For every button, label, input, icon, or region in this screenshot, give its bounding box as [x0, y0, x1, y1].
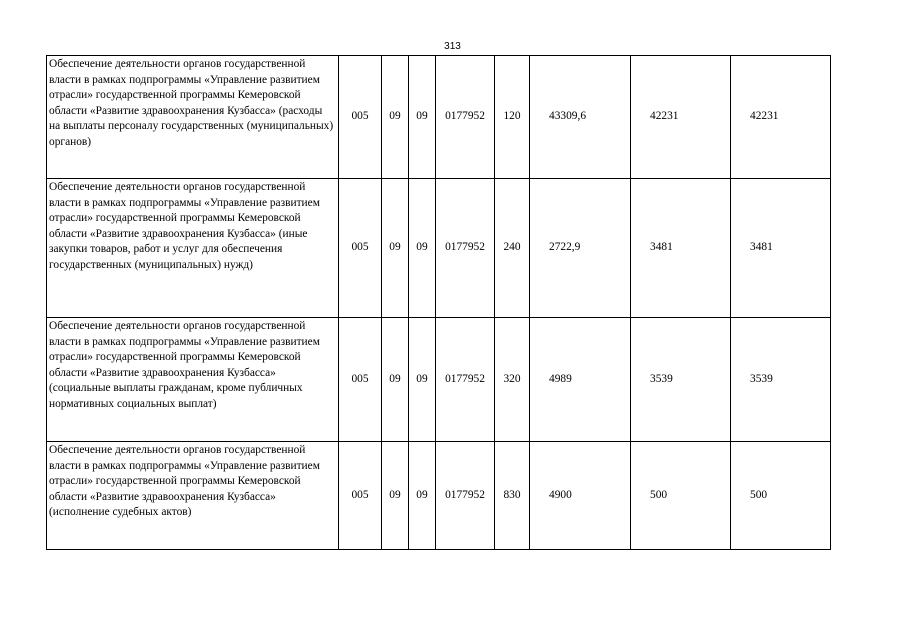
page-number: 313 — [444, 41, 461, 52]
row-description: Обеспечение деятельности органов государственной власти в рамках подпрограммы «Управление развитием отрасли» государственной программы Кемеровской области «Развитие здравоохранения Кузбасса» (иные закупки товаров, работ и услуг для обеспечения государственных (муниципальных) нужд) — [47, 179, 339, 318]
amount-year-1: 43309,6 — [530, 56, 631, 179]
amount-year-1: 4989 — [530, 318, 631, 442]
target-article-code: 0177952 — [436, 318, 495, 442]
subsection-code: 09 — [409, 56, 436, 179]
subsection-code: 09 — [409, 179, 436, 318]
table-row — [47, 318, 831, 442]
amount-year-3: 3539 — [731, 318, 831, 442]
ministry-code: 005 — [339, 56, 382, 179]
section-code: 09 — [382, 442, 409, 550]
amount-year-1: 2722,9 — [530, 179, 631, 318]
amount-year-2: 3481 — [631, 179, 731, 318]
budget-table — [46, 55, 831, 550]
expense-type-code: 120 — [495, 56, 530, 179]
target-article-code: 0177952 — [436, 56, 495, 179]
amount-year-2: 42231 — [631, 56, 731, 179]
table-row — [47, 56, 831, 179]
section-code: 09 — [382, 318, 409, 442]
table-row — [47, 442, 831, 550]
expense-type-code: 830 — [495, 442, 530, 550]
table-row — [47, 179, 831, 318]
expense-type-code: 240 — [495, 179, 530, 318]
amount-year-3: 42231 — [731, 56, 831, 179]
ministry-code: 005 — [339, 442, 382, 550]
section-code: 09 — [382, 56, 409, 179]
row-description: Обеспечение деятельности органов государственной власти в рамках подпрограммы «Управление развитием отрасли» государственной программы Кемеровской области «Развитие здравоохранения Кузбасса» (социальные выплаты гражданам, кроме публичных нормативных социальных выплат) — [47, 318, 339, 442]
amount-year-3: 500 — [731, 442, 831, 550]
amount-year-2: 500 — [631, 442, 731, 550]
ministry-code: 005 — [339, 179, 382, 318]
row-description: Обеспечение деятельности органов государственной власти в рамках подпрограммы «Управление развитием отрасли» государственной программы Кемеровской области «Развитие здравоохранения Кузбасса» (расходы на выплаты персоналу государственных (муниципальных) органов) — [47, 56, 339, 179]
subsection-code: 09 — [409, 442, 436, 550]
amount-year-3: 3481 — [731, 179, 831, 318]
section-code: 09 — [382, 179, 409, 318]
target-article-code: 0177952 — [436, 442, 495, 550]
row-description: Обеспечение деятельности органов государственной власти в рамках подпрограммы «Управление развитием отрасли» государственной программы Кемеровской области «Развитие здравоохранения Кузбасса» (исполнение судебных актов) — [47, 442, 339, 550]
subsection-code: 09 — [409, 318, 436, 442]
ministry-code: 005 — [339, 318, 382, 442]
amount-year-2: 3539 — [631, 318, 731, 442]
amount-year-1: 4900 — [530, 442, 631, 550]
target-article-code: 0177952 — [436, 179, 495, 318]
expense-type-code: 320 — [495, 318, 530, 442]
